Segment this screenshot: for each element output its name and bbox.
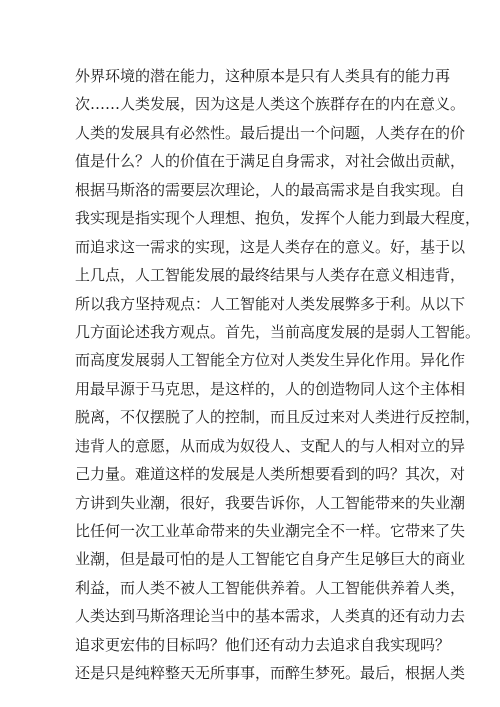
text-line: 追求更宏伟的目标吗？他们还有动力去追求自我实现吗？ — [75, 635, 451, 654]
text-line: 人类的发展具有必然性。最后提出一个问题，人类存在的价 — [75, 123, 466, 142]
text-line: 上几点，人工智能发展的最终结果与人类存在意义相违背， — [75, 266, 466, 285]
body-text — [75, 62, 481, 688]
text-line: 所以我方坚持观点：人工智能对人类发展弊多于利。从以下 — [75, 294, 466, 313]
text-line: 业潮，但是最可怕的是人工智能它自身产生足够巨大的商业 — [75, 550, 466, 569]
text-line: 而高度发展弱人工智能全方位对人类发生异化作用。异化作 — [75, 351, 466, 370]
text-line: 外界环境的潜在能力，这种原本是只有人类具有的能力再 — [75, 67, 451, 85]
text-line: 脱离，不仅摆脱了人的控制，而且反过来对人类进行反控制， — [75, 408, 481, 427]
text-line: 而追求这一需求的实现，这是人类存在的意义。好，基于以 — [75, 237, 466, 256]
text-line: 还是只是纯粹整天无所事事，而醉生梦死。最后，根据人类 — [75, 664, 466, 683]
text-line: 我实现是指实现个人理想、抱负，发挥个人能力到最大程度， — [75, 209, 481, 228]
text-line: 己力量。难道这样的发展是人类所想要看到的吗？其次，对 — [75, 465, 466, 484]
text-line: 利益，而人类不被人工智能供养着。人工智能供养着人类， — [75, 578, 466, 597]
text-line: 值是什么？人的价值在于满足自身需求，对社会做出贡献， — [75, 152, 466, 171]
text-line: 违背人的意愿，从而成为奴役人、支配人的与人相对立的异 — [75, 436, 466, 455]
text-line: 根据马斯洛的需要层次理论，人的最高需求是自我实现。自 — [75, 180, 466, 199]
text-line: 方讲到失业潮，很好，我要告诉你，人工智能带来的失业潮 — [75, 493, 466, 512]
text-line: 次……人类发展，因为这是人类这个族群存在的内在意义。 — [75, 95, 466, 114]
text-line: 比任何一次工业革命带来的失业潮完全不一样。它带来了失 — [75, 522, 466, 540]
text-line: 用最早源于马克思，是这样的，人的创造物同人这个主体相 — [75, 379, 466, 398]
text-line: 几方面论述我方观点。首先，当前高度发展的是弱人工智能。 — [75, 322, 481, 341]
text-line: 人类达到马斯洛理论当中的基本需求，人类真的还有动力去 — [75, 607, 466, 626]
